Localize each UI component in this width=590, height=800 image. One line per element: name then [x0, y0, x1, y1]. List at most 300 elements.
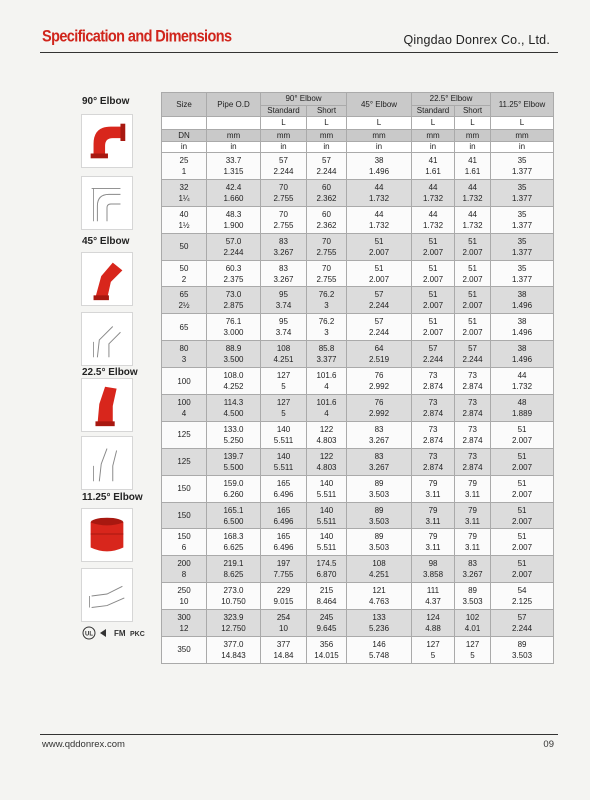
value-in: 14.015 — [314, 650, 339, 660]
value-in: 2.874 — [423, 382, 444, 392]
value-mm: 150 — [177, 484, 191, 494]
unit-mm: mm — [491, 130, 554, 142]
table-row — [162, 637, 554, 664]
value-in: 2.874 — [462, 408, 483, 418]
value-mm: 40 — [179, 209, 189, 219]
size-cell — [162, 153, 207, 180]
value-in: 5 — [430, 650, 436, 660]
value-in: 2.007 — [462, 247, 483, 257]
elbow-90-standard-cell — [261, 529, 307, 556]
elbow-22-5-standard-cell — [412, 637, 455, 664]
size-cell — [162, 368, 207, 395]
elbow-45-cell — [347, 637, 412, 664]
elbow-22-5-short-cell — [455, 260, 491, 287]
value-in: 10.750 — [221, 597, 246, 607]
value-mm: 273.0 — [223, 586, 244, 596]
elbow-90-short-cell — [307, 529, 347, 556]
value-in: 5.511 — [273, 435, 294, 445]
value-in: 2.007 — [423, 328, 444, 338]
value-in: 3.11 — [465, 516, 480, 526]
unit-mm: mm — [455, 130, 491, 142]
value-mm: 125 — [177, 457, 191, 467]
pipe-od-cell — [207, 260, 261, 287]
value-mm: 51 — [517, 451, 527, 461]
elbow-11-25-cell — [491, 475, 554, 502]
value-in: 4.803 — [316, 435, 337, 445]
elbow-22-5-short-cell — [455, 421, 491, 448]
value-mm: 250 — [177, 586, 191, 596]
elbow-11-25-cell — [491, 153, 554, 180]
value-in: 2.755 — [273, 193, 294, 203]
value-in: 8 — [181, 570, 187, 580]
value-mm: 159.0 — [223, 478, 244, 488]
value-mm: 51 — [468, 236, 477, 246]
size-cell — [162, 179, 207, 206]
value-in: 12.750 — [221, 624, 246, 634]
elbow-45-cell — [347, 153, 412, 180]
value-mm: 133.0 — [223, 424, 244, 434]
unit-mm: mm — [412, 130, 455, 142]
value-in: 2.007 — [512, 462, 533, 472]
value-mm: 51 — [428, 236, 438, 246]
elbow-22-5-standard-cell — [412, 556, 455, 583]
value-in: 3.267 — [369, 462, 390, 472]
value-in: 5.250 — [223, 435, 244, 445]
value-in: 1 — [181, 166, 187, 176]
value-mm: 83 — [468, 559, 477, 569]
value-mm: 79 — [468, 532, 477, 542]
value-mm: 122 — [319, 424, 334, 434]
col-90-standard: Standard — [261, 106, 307, 117]
elbow-22-5-standard-cell — [412, 421, 455, 448]
value-in: 3.503 — [512, 650, 533, 660]
table-body — [162, 153, 554, 664]
elbow-90-standard-cell — [261, 233, 307, 260]
value-in: 3.74 — [275, 301, 292, 311]
elbow-11-25-cell — [491, 610, 554, 637]
pipe-od-cell — [207, 583, 261, 610]
elbow-11-25-cell — [491, 637, 554, 664]
value-in: 1.377 — [512, 220, 533, 230]
value-mm: 50 — [179, 242, 189, 252]
elbow-90-standard-cell — [261, 341, 307, 368]
value-in: 5.511 — [273, 462, 294, 472]
value-mm: 44 — [374, 182, 384, 192]
value-in: 1.496 — [369, 166, 390, 176]
value-mm: 57 — [468, 344, 477, 354]
size-cell — [162, 637, 207, 664]
value-mm: 219.1 — [223, 559, 244, 569]
value-mm: 57.0 — [225, 236, 242, 246]
value-in: 8.464 — [316, 597, 337, 607]
value-mm: 35 — [517, 182, 527, 192]
table-row — [162, 448, 554, 475]
value-in: 3.267 — [462, 570, 483, 580]
value-mm: 73 — [428, 451, 438, 461]
value-mm: 146 — [372, 639, 386, 649]
value-in: 3 — [324, 301, 329, 311]
value-in: 1.732 — [423, 193, 444, 203]
page-heading: Specification and Dimensions — [42, 28, 232, 46]
svg-text:UL: UL — [85, 631, 93, 638]
value-mm: 80 — [179, 344, 189, 354]
size-cell — [162, 610, 207, 637]
value-in: 12 — [179, 624, 189, 634]
value-in: 3.11 — [425, 489, 441, 499]
unit-in: in — [455, 142, 491, 153]
value-mm: 377 — [276, 639, 291, 649]
value-mm: 83 — [279, 236, 288, 246]
elbow-90-short-cell — [307, 341, 347, 368]
value-mm: 215 — [319, 586, 334, 596]
value-in: 3.503 — [369, 543, 390, 553]
value-mm: 165 — [276, 532, 291, 542]
table-row — [162, 556, 554, 583]
elbow-22-5-standard-cell — [412, 475, 455, 502]
elbow-22-5-standard-cell — [412, 260, 455, 287]
value-mm: 89 — [468, 586, 477, 596]
elbow-90-standard-cell — [261, 153, 307, 180]
table-row — [162, 610, 554, 637]
value-in: 2.244 — [462, 355, 483, 365]
value-mm: 101.6 — [316, 371, 337, 381]
value-mm: 124 — [426, 613, 440, 623]
value-mm: 165 — [276, 478, 291, 488]
value-in: 2.362 — [316, 193, 337, 203]
elbow-22-5-short-cell — [455, 475, 491, 502]
value-mm: 73 — [428, 397, 438, 407]
value-mm: 95 — [279, 317, 288, 327]
value-in: 2.007 — [462, 301, 483, 311]
value-mm: 60.3 — [225, 263, 242, 273]
value-in: 1.732 — [462, 193, 483, 203]
value-mm: 89 — [374, 532, 384, 542]
value-in: 5 — [281, 382, 286, 392]
elbow-22-5-standard-cell — [412, 583, 455, 610]
value-mm: 51 — [517, 478, 527, 488]
elbow-45-cell — [347, 179, 412, 206]
value-mm: 127 — [426, 639, 440, 649]
value-in: 6 — [181, 543, 187, 553]
elbow-90-label: 90° Elbow — [82, 96, 130, 107]
value-mm: 300 — [177, 613, 191, 623]
size-cell — [162, 287, 207, 314]
value-mm: 51 — [428, 263, 438, 273]
value-mm: 42.4 — [225, 182, 242, 192]
value-in: 1.732 — [423, 220, 444, 230]
table-row — [162, 206, 554, 233]
value-in: 4 — [324, 382, 329, 392]
value-in: 4 — [324, 408, 329, 418]
value-mm: 57 — [517, 613, 527, 623]
unit-mm: mm — [207, 130, 261, 142]
value-mm: 41 — [428, 155, 438, 165]
value-mm: 350 — [177, 645, 191, 655]
unit-in: in — [261, 142, 307, 153]
elbow-11-25-label: 11.25° Elbow — [82, 492, 143, 503]
elbow-90-short-cell — [307, 637, 347, 664]
value-mm: 165 — [276, 505, 291, 515]
value-in: 1.732 — [369, 193, 390, 203]
value-in: 2.007 — [512, 543, 533, 553]
elbow-11-25-cell — [491, 448, 554, 475]
elbow-90-standard-cell — [261, 583, 307, 610]
value-mm: 51 — [468, 290, 477, 300]
elbow-22-5-standard-cell — [412, 179, 455, 206]
elbow-11-25-cell — [491, 260, 554, 287]
elbow-45-diagram-icon — [82, 313, 132, 365]
col-l-label: L — [347, 117, 412, 130]
value-mm: 200 — [177, 559, 191, 569]
value-mm: 108 — [276, 344, 291, 354]
elbow-90-short-cell — [307, 287, 347, 314]
value-mm: 51 — [428, 317, 438, 327]
value-mm: 64 — [374, 344, 384, 354]
unit-in: in — [207, 142, 261, 153]
elbow-22-5-drawing — [81, 436, 133, 490]
value-mm: 140 — [319, 505, 334, 515]
elbow-90-standard-cell — [261, 287, 307, 314]
value-in: 2.874 — [462, 435, 483, 445]
value-in: 1.377 — [512, 166, 533, 176]
elbow-90-standard-cell — [261, 260, 307, 287]
elbow-45-cell — [347, 556, 412, 583]
size-cell — [162, 475, 207, 502]
value-mm: 70 — [322, 263, 331, 273]
value-in: 1.732 — [369, 220, 390, 230]
value-in: 1½ — [178, 220, 190, 230]
value-in: 10 — [179, 597, 189, 607]
col-elbow-90: 90° Elbow — [261, 93, 347, 106]
elbow-22-5-standard-cell — [412, 610, 455, 637]
table-row — [162, 314, 554, 341]
unit-mm: mm — [261, 130, 307, 142]
elbow-45-cell — [347, 529, 412, 556]
elbow-11-25-cell — [491, 395, 554, 422]
value-in: 2.007 — [462, 328, 483, 338]
value-in: 2.007 — [462, 274, 483, 284]
elbow-22-5-short-cell — [455, 637, 491, 664]
value-mm: 41 — [468, 155, 477, 165]
col-90-short: Short — [307, 106, 347, 117]
pipe-od-cell — [207, 314, 261, 341]
elbow-11-25-cell — [491, 529, 554, 556]
value-mm: 48.3 — [225, 209, 242, 219]
value-mm: 35 — [517, 263, 527, 273]
elbow-22-5-short-cell — [455, 395, 491, 422]
value-mm: 125 — [177, 430, 191, 440]
value-mm: 76 — [374, 397, 384, 407]
value-mm: 377.0 — [223, 639, 244, 649]
table-row — [162, 395, 554, 422]
elbow-22-5-short-cell — [455, 233, 491, 260]
value-mm: 73 — [468, 451, 477, 461]
value-mm: 65 — [179, 322, 189, 332]
elbow-45-cell — [347, 314, 412, 341]
table-row — [162, 368, 554, 395]
elbow-90-standard-cell — [261, 610, 307, 637]
value-mm: 168.3 — [223, 532, 244, 542]
value-in: 6.625 — [223, 543, 244, 553]
elbow-90-standard-cell — [261, 421, 307, 448]
value-in: 1.496 — [512, 301, 533, 311]
svg-text:FM: FM — [114, 629, 126, 638]
pipe-od-cell — [207, 368, 261, 395]
value-in: 1¼ — [178, 193, 190, 203]
value-in: 5 — [470, 650, 475, 660]
value-mm: 356 — [319, 639, 334, 649]
value-in: 2.007 — [369, 274, 390, 284]
elbow-22-5-photo — [81, 378, 133, 432]
value-mm: 83 — [279, 263, 288, 273]
value-mm: 89 — [374, 478, 384, 488]
size-cell — [162, 448, 207, 475]
elbow-45-cell — [347, 233, 412, 260]
elbow-22-5-standard-cell — [412, 502, 455, 529]
elbow-22-5-short-cell — [455, 287, 491, 314]
value-in: 2.244 — [369, 301, 390, 311]
value-mm: 108.0 — [223, 371, 244, 381]
elbow-11-25-cell — [491, 556, 554, 583]
value-mm: 70 — [322, 236, 331, 246]
value-mm: 33.7 — [225, 155, 242, 165]
value-mm: 48 — [517, 397, 527, 407]
value-in: 6.496 — [273, 516, 294, 526]
unit-mm: mm — [307, 130, 347, 142]
unit-mm: mm — [347, 130, 412, 142]
elbow-90-short-cell — [307, 314, 347, 341]
value-mm: 32 — [179, 182, 189, 192]
elbow-90-standard-cell — [261, 179, 307, 206]
elbow-22-5-standard-cell — [412, 368, 455, 395]
value-mm: 121 — [372, 586, 386, 596]
value-in: 4.88 — [425, 624, 441, 634]
value-in: 9.645 — [316, 624, 337, 634]
value-mm: 101.6 — [316, 397, 337, 407]
elbow-90-drawing — [81, 176, 133, 230]
value-mm: 89 — [517, 639, 527, 649]
value-mm: 50 — [179, 263, 189, 273]
value-mm: 174.5 — [316, 559, 337, 569]
value-mm: 100 — [177, 397, 191, 407]
elbow-22-5-standard-cell — [412, 287, 455, 314]
value-mm: 38 — [517, 317, 527, 327]
value-mm: 73 — [468, 424, 477, 434]
elbow-11-25-cell — [491, 583, 554, 610]
value-in: 14.843 — [221, 650, 246, 660]
value-mm: 197 — [276, 559, 291, 569]
elbow-22-5-short-cell — [455, 448, 491, 475]
elbow-90-short-cell — [307, 233, 347, 260]
elbow-11-25-cell — [491, 206, 554, 233]
size-cell — [162, 260, 207, 287]
elbow-90-standard-cell — [261, 368, 307, 395]
table-row — [162, 341, 554, 368]
value-in: 1.61 — [425, 166, 441, 176]
value-mm: 85.8 — [318, 344, 335, 354]
specification-table — [161, 92, 554, 664]
elbow-45-cell — [347, 448, 412, 475]
value-mm: 51 — [468, 317, 477, 327]
size-cell — [162, 556, 207, 583]
elbow-90-short-cell — [307, 153, 347, 180]
value-in: 1.61 — [464, 166, 481, 176]
elbow-45-label: 45° Elbow — [82, 236, 130, 247]
elbow-45-cell — [347, 395, 412, 422]
elbow-90-standard-cell — [261, 556, 307, 583]
value-in: 1.496 — [512, 355, 533, 365]
elbow-90-short-cell — [307, 421, 347, 448]
value-mm: 51 — [428, 290, 438, 300]
company-name: Qingdao Donrex Co., Ltd. — [403, 33, 550, 47]
elbow-45-icon — [82, 253, 132, 305]
value-mm: 140 — [319, 478, 334, 488]
size-cell — [162, 421, 207, 448]
page-number: 09 — [543, 739, 554, 750]
col-l-label: L — [261, 117, 307, 130]
pipe-od-cell — [207, 637, 261, 664]
col-l-label: L — [412, 117, 455, 130]
value-mm: 79 — [428, 532, 438, 542]
size-cell — [162, 341, 207, 368]
value-in: 5.748 — [369, 650, 390, 660]
col-l-label: L — [307, 117, 347, 130]
value-in: 6.870 — [316, 570, 337, 580]
value-in: 8.625 — [223, 570, 244, 580]
value-in: 2.755 — [316, 274, 337, 284]
elbow-45-cell — [347, 610, 412, 637]
table-row — [162, 153, 554, 180]
value-in: 2 — [181, 274, 187, 284]
value-in: 2.007 — [423, 301, 444, 311]
size-cell — [162, 233, 207, 260]
elbow-11-25-cell — [491, 502, 554, 529]
elbow-45-cell — [347, 502, 412, 529]
value-in: 1.315 — [223, 166, 244, 176]
col-l-label: L — [491, 117, 554, 130]
value-in: 3 — [181, 355, 187, 365]
value-mm: 89 — [374, 505, 384, 515]
col-size: Size — [162, 93, 207, 117]
elbow-90-short-cell — [307, 448, 347, 475]
value-mm: 150 — [177, 532, 191, 542]
unit-in: in — [307, 142, 347, 153]
certification-logos-icon — [82, 626, 172, 640]
value-mm: 114.3 — [223, 397, 244, 407]
value-mm: 57 — [428, 344, 438, 354]
value-in: 2.125 — [512, 597, 533, 607]
value-mm: 51 — [517, 505, 527, 515]
value-in: 5.500 — [223, 462, 244, 472]
col-l-label: L — [455, 117, 491, 130]
elbow-11-25-cell — [491, 341, 554, 368]
elbow-90-short-cell — [307, 502, 347, 529]
value-in: 2.874 — [423, 408, 444, 418]
value-in: 1.732 — [462, 220, 483, 230]
elbow-11-25-icon — [82, 509, 132, 561]
value-mm: 139.7 — [223, 451, 244, 461]
value-mm: 57 — [322, 155, 331, 165]
value-in: 2.992 — [369, 382, 390, 392]
size-cell — [162, 502, 207, 529]
elbow-11-25-diagram-icon — [82, 569, 132, 621]
elbow-45-cell — [347, 341, 412, 368]
value-mm: 111 — [426, 586, 440, 596]
value-mm: 57 — [279, 155, 288, 165]
elbow-22-5-short-cell — [455, 583, 491, 610]
elbow-22-5-standard-cell — [412, 341, 455, 368]
elbow-90-standard-cell — [261, 314, 307, 341]
